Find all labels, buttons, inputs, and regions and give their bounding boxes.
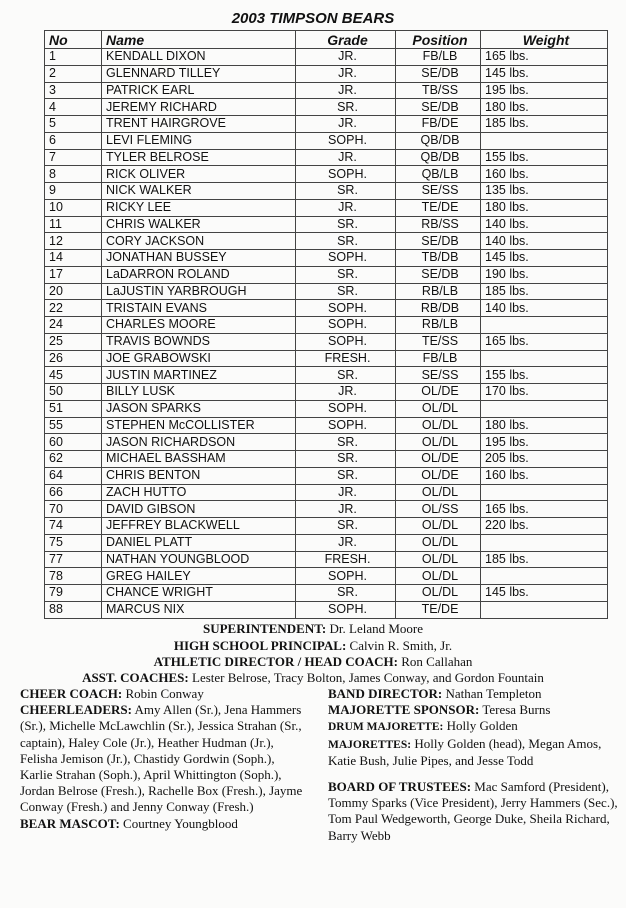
player-grade: SR. [296, 99, 396, 116]
row-number: 12 [45, 233, 102, 250]
principal-line [0, 638, 626, 654]
drum-majorette [328, 718, 618, 735]
header-name: Name [102, 31, 296, 49]
player-weight: 185 lbs. [481, 116, 608, 133]
table-row [45, 250, 608, 267]
player-weight: 140 lbs. [481, 300, 608, 317]
table-row [45, 199, 608, 216]
player-position: TB/DB [396, 250, 481, 267]
player-weight [481, 317, 608, 334]
player-name: CORY JACKSON [102, 233, 296, 250]
player-grade: FRESH. [296, 350, 396, 367]
row-number: 17 [45, 266, 102, 283]
cheerleaders-label: CHEERLEADERS: [20, 702, 132, 718]
trustees-names: Mac Samford (President), Tommy Sparks (Vice President), Jerry Hammers (Sec.), Tom Paul Wedgeworth, George Duke, Sheila Richard, Barry Webb [328, 779, 618, 843]
player-weight: 195 lbs. [481, 434, 608, 451]
player-name: JASON SPARKS [102, 400, 296, 417]
player-position: SE/SS [396, 367, 481, 384]
player-weight: 140 lbs. [481, 216, 608, 233]
player-position: QB/LB [396, 166, 481, 183]
player-name: LEVI FLEMING [102, 132, 296, 149]
player-weight: 170 lbs. [481, 384, 608, 401]
player-grade: SR. [296, 216, 396, 233]
player-position: FB/LB [396, 49, 481, 66]
band-director [328, 686, 618, 702]
player-grade: JR. [296, 65, 396, 82]
table-row [45, 333, 608, 350]
table-row [45, 518, 608, 535]
table-row [45, 534, 608, 551]
player-position: SE/DB [396, 266, 481, 283]
player-grade: SOPH. [296, 400, 396, 417]
player-weight: 190 lbs. [481, 266, 608, 283]
player-position: OL/DL [396, 417, 481, 434]
player-position: OL/DL [396, 434, 481, 451]
right-column [328, 686, 618, 844]
player-weight [481, 484, 608, 501]
row-number: 62 [45, 451, 102, 468]
table-row [45, 434, 608, 451]
player-grade: SOPH. [296, 417, 396, 434]
row-number: 3 [45, 82, 102, 99]
player-weight: 180 lbs. [481, 99, 608, 116]
player-weight: 185 lbs. [481, 551, 608, 568]
row-number: 22 [45, 300, 102, 317]
row-number: 64 [45, 467, 102, 484]
board-of-trustees [328, 779, 618, 844]
row-number: 20 [45, 283, 102, 300]
player-weight: 220 lbs. [481, 518, 608, 535]
superintendent-label: SUPERINTENDENT: [202, 621, 327, 636]
player-weight: 180 lbs. [481, 199, 608, 216]
table-row [45, 166, 608, 183]
player-weight: 135 lbs. [481, 183, 608, 200]
player-weight: 160 lbs. [481, 166, 608, 183]
table-header-row [45, 31, 608, 49]
player-name: MARCUS NIX [102, 601, 296, 618]
player-name: TRISTAIN EVANS [102, 300, 296, 317]
header-weight: Weight [481, 31, 608, 49]
row-number: 7 [45, 149, 102, 166]
player-name: NATHAN YOUNGBLOOD [102, 551, 296, 568]
table-row [45, 467, 608, 484]
row-number: 78 [45, 568, 102, 585]
player-name: MICHAEL BASSHAM [102, 451, 296, 468]
row-number: 51 [45, 400, 102, 417]
asst-coaches-names: Lester Belrose, Tracy Bolton, James Conway, and Gordon Fountain [192, 670, 544, 685]
row-number: 75 [45, 534, 102, 551]
player-name: CHANCE WRIGHT [102, 585, 296, 602]
player-position: TE/DE [396, 199, 481, 216]
roster-table [44, 30, 608, 619]
bear-mascot-name: Courtney Youngblood [123, 815, 238, 831]
player-grade: JR. [296, 149, 396, 166]
row-number: 77 [45, 551, 102, 568]
player-weight [481, 350, 608, 367]
athletic-director-name: Ron Callahan [401, 654, 473, 669]
roster-body [45, 49, 608, 619]
player-grade: SOPH. [296, 300, 396, 317]
majorettes-names: Holly Golden (head), Megan Amos, Katie Bush, Julie Pipes, and Jesse Todd [328, 735, 602, 768]
row-number: 1 [45, 49, 102, 66]
player-weight: 145 lbs. [481, 65, 608, 82]
cheer-coach-label: CHEER COACH: [20, 686, 123, 701]
player-grade: FRESH. [296, 551, 396, 568]
table-row [45, 400, 608, 417]
table-row [45, 367, 608, 384]
player-weight [481, 568, 608, 585]
athletic-director-line [0, 654, 626, 670]
row-number: 26 [45, 350, 102, 367]
table-row [45, 568, 608, 585]
cheerleaders [20, 702, 310, 815]
row-number: 45 [45, 367, 102, 384]
table-row [45, 216, 608, 233]
player-grade: JR. [296, 116, 396, 133]
player-grade: JR. [296, 484, 396, 501]
player-name: JONATHAN BUSSEY [102, 250, 296, 267]
table-row [45, 149, 608, 166]
table-row [45, 132, 608, 149]
cheer-coach-name: Robin Conway [125, 686, 204, 701]
row-number: 25 [45, 333, 102, 350]
player-weight: 155 lbs. [481, 149, 608, 166]
player-name: CHRIS WALKER [102, 216, 296, 233]
athletic-director-label: ATHLETIC DIRECTOR / HEAD COACH: [153, 654, 398, 669]
player-grade: SOPH. [296, 132, 396, 149]
player-grade: SR. [296, 266, 396, 283]
row-number: 10 [45, 199, 102, 216]
player-name: JASON RICHARDSON [102, 434, 296, 451]
player-grade: SR. [296, 183, 396, 200]
table-row [45, 283, 608, 300]
row-number: 70 [45, 501, 102, 518]
row-number: 50 [45, 384, 102, 401]
player-name: KENDALL DIXON [102, 49, 296, 66]
row-number: 8 [45, 166, 102, 183]
player-position: FB/LB [396, 350, 481, 367]
bear-mascot-label: BEAR MASCOT: [20, 815, 120, 831]
row-number: 2 [45, 65, 102, 82]
player-name: DANIEL PLATT [102, 534, 296, 551]
player-weight: 195 lbs. [481, 82, 608, 99]
player-name: RICK OLIVER [102, 166, 296, 183]
majorette-sponsor-name: Teresa Burns [482, 702, 551, 718]
player-grade: SR. [296, 233, 396, 250]
player-weight: 160 lbs. [481, 467, 608, 484]
row-number: 6 [45, 132, 102, 149]
player-position: QB/DB [396, 132, 481, 149]
player-name: JEREMY RICHARD [102, 99, 296, 116]
player-position: OL/DL [396, 551, 481, 568]
majorettes [328, 736, 618, 769]
player-grade: JR. [296, 82, 396, 99]
majorette-sponsor-label: MAJORETTE SPONSOR: [328, 702, 480, 718]
player-name: TYLER BELROSE [102, 149, 296, 166]
player-weight [481, 132, 608, 149]
row-number: 9 [45, 183, 102, 200]
player-position: RB/SS [396, 216, 481, 233]
table-row [45, 233, 608, 250]
principal-name: Calvin R. Smith, Jr. [349, 638, 453, 653]
bear-mascot [20, 816, 310, 832]
player-name: NICK WALKER [102, 183, 296, 200]
left-column [20, 686, 310, 832]
player-grade: SOPH. [296, 333, 396, 350]
header-no: No [45, 31, 102, 49]
player-grade: SR. [296, 283, 396, 300]
row-number: 4 [45, 99, 102, 116]
player-position: OL/DL [396, 534, 481, 551]
header-position: Position [396, 31, 481, 49]
player-position: TE/DE [396, 601, 481, 618]
player-weight: 155 lbs. [481, 367, 608, 384]
principal-label: HIGH SCHOOL PRINCIPAL: [173, 638, 347, 653]
player-weight: 140 lbs. [481, 233, 608, 250]
player-position: OL/DL [396, 518, 481, 535]
player-name: JEFFREY BLACKWELL [102, 518, 296, 535]
player-position: QB/DB [396, 149, 481, 166]
player-grade: SOPH. [296, 601, 396, 618]
header-grade: Grade [296, 31, 396, 49]
asst-coaches-line [0, 670, 626, 686]
table-row [45, 417, 608, 434]
band-director-name: Nathan Templeton [445, 686, 542, 701]
band-director-label: BAND DIRECTOR: [328, 686, 443, 701]
table-row [45, 183, 608, 200]
player-grade: JR. [296, 534, 396, 551]
table-row [45, 551, 608, 568]
player-weight: 165 lbs. [481, 501, 608, 518]
cheer-coach [20, 686, 310, 702]
table-row [45, 49, 608, 66]
player-name: ZACH HUTTO [102, 484, 296, 501]
player-weight: 180 lbs. [481, 417, 608, 434]
drum-majorette-label: DRUM MAJORETTE: [328, 721, 444, 734]
majorette-sponsor [328, 702, 618, 718]
asst-coaches-label: ASST. COACHES: [82, 670, 189, 685]
page-title: 2003 TIMPSON BEARS [231, 10, 395, 27]
player-weight [481, 534, 608, 551]
player-position: FB/DE [396, 116, 481, 133]
player-position: OL/DL [396, 568, 481, 585]
player-name: LaDARRON ROLAND [102, 266, 296, 283]
player-position: SE/DB [396, 233, 481, 250]
player-position: OL/DE [396, 384, 481, 401]
player-grade: JR. [296, 49, 396, 66]
row-number: 60 [45, 434, 102, 451]
player-weight: 205 lbs. [481, 451, 608, 468]
player-grade: SR. [296, 367, 396, 384]
table-row [45, 317, 608, 334]
superintendent-line [0, 621, 626, 637]
spacer [328, 769, 618, 779]
player-position: OL/DE [396, 467, 481, 484]
player-grade: SR. [296, 518, 396, 535]
player-name: BILLY LUSK [102, 384, 296, 401]
row-number: 55 [45, 417, 102, 434]
row-number: 14 [45, 250, 102, 267]
row-number: 24 [45, 317, 102, 334]
player-weight: 145 lbs. [481, 585, 608, 602]
player-position: TB/SS [396, 82, 481, 99]
player-grade: JR. [296, 199, 396, 216]
drum-majorette-name: Holly Golden [446, 718, 518, 734]
row-number: 88 [45, 601, 102, 618]
player-position: RB/LB [396, 317, 481, 334]
player-name: GLENNARD TILLEY [102, 65, 296, 82]
table-row [45, 484, 608, 501]
player-name: JOE GRABOWSKI [102, 350, 296, 367]
player-position: OL/SS [396, 501, 481, 518]
player-position: OL/DL [396, 400, 481, 417]
player-grade: SR. [296, 434, 396, 451]
row-number: 11 [45, 216, 102, 233]
player-grade: SOPH. [296, 166, 396, 183]
player-position: RB/DB [396, 300, 481, 317]
player-name: RICKY LEE [102, 199, 296, 216]
player-grade: SOPH. [296, 317, 396, 334]
player-position: OL/DL [396, 484, 481, 501]
player-weight: 185 lbs. [481, 283, 608, 300]
player-name: TRAVIS BOWNDS [102, 333, 296, 350]
row-number: 66 [45, 484, 102, 501]
player-name: CHRIS BENTON [102, 467, 296, 484]
cheerleaders-names: Amy Allen (Sr.), Jena Hammers (Sr.), Michelle McLawchlin (Sr.), Jessica Strahan (Sr., captain), Haley Cole (Jr.), Heather Hudman (Jr.), Felisha Jemison (Jr.), Chastidy Gordwin (Soph.), Karlie Strahan (Soph.), April Whittington (Soph.), Jordan Belrose (Fresh.), Rachelle Box (Fresh.), Jayme Conway (Fresh.) and Jenny Conway (Fresh.) [20, 702, 303, 815]
player-name: GREG HAILEY [102, 568, 296, 585]
table-row [45, 384, 608, 401]
player-position: SE/SS [396, 183, 481, 200]
trustees-label: BOARD OF TRUSTEES: [328, 779, 472, 795]
player-name: JUSTIN MARTINEZ [102, 367, 296, 384]
superintendent-name: Dr. Leland Moore [329, 621, 424, 636]
player-weight: 145 lbs. [481, 250, 608, 267]
player-position: SE/DB [396, 65, 481, 82]
player-weight [481, 400, 608, 417]
player-grade: JR. [296, 384, 396, 401]
table-row [45, 65, 608, 82]
player-position: OL/DE [396, 451, 481, 468]
player-weight: 165 lbs. [481, 49, 608, 66]
table-row [45, 300, 608, 317]
row-number: 74 [45, 518, 102, 535]
player-grade: SOPH. [296, 250, 396, 267]
table-row [45, 116, 608, 133]
player-name: STEPHEN McCOLLISTER [102, 417, 296, 434]
majorettes-label: MAJORETTES: [328, 738, 412, 751]
table-row [45, 350, 608, 367]
player-grade: SR. [296, 467, 396, 484]
table-row [45, 501, 608, 518]
table-row [45, 585, 608, 602]
player-grade: SR. [296, 451, 396, 468]
player-name: LaJUSTIN YARBROUGH [102, 283, 296, 300]
row-number: 5 [45, 116, 102, 133]
player-weight: 165 lbs. [481, 333, 608, 350]
row-number: 79 [45, 585, 102, 602]
table-row [45, 266, 608, 283]
player-position: SE/DB [396, 99, 481, 116]
table-row [45, 82, 608, 99]
player-grade: JR. [296, 501, 396, 518]
table-row [45, 99, 608, 116]
player-grade: SR. [296, 585, 396, 602]
table-row [45, 601, 608, 618]
player-position: TE/SS [396, 333, 481, 350]
player-grade: SOPH. [296, 568, 396, 585]
player-name: TRENT HAIRGROVE [102, 116, 296, 133]
player-weight [481, 601, 608, 618]
player-position: RB/LB [396, 283, 481, 300]
player-name: CHARLES MOORE [102, 317, 296, 334]
player-position: OL/DL [396, 585, 481, 602]
table-row [45, 451, 608, 468]
player-name: DAVID GIBSON [102, 501, 296, 518]
player-name: PATRICK EARL [102, 82, 296, 99]
